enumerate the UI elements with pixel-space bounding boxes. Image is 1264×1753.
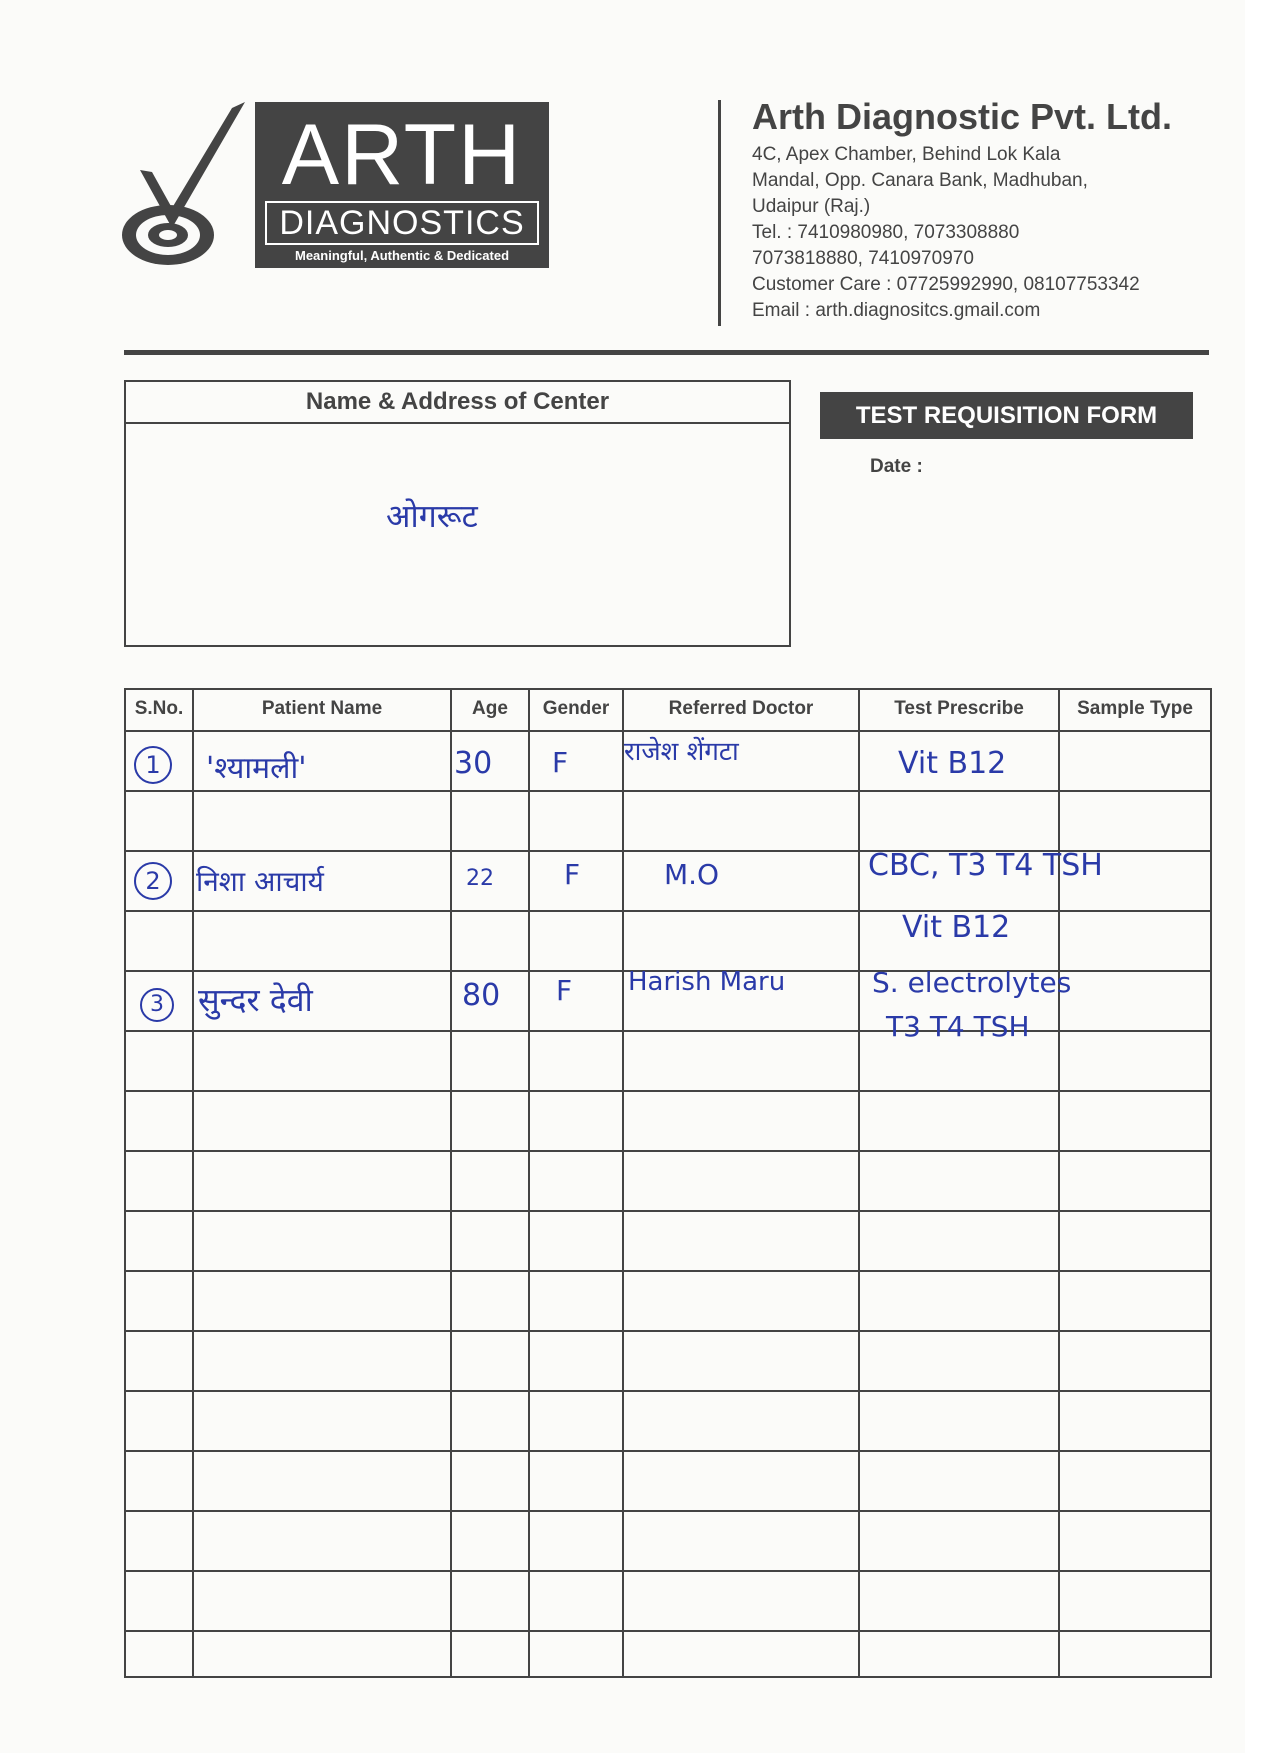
customer-care-line: Customer Care : 07725992990, 08107753342 [752,274,1140,295]
logo-tagline: Meaningful, Authentic & Dedicated [294,248,510,263]
table-row-number: 1 [134,746,172,784]
center-heading: Name & Address of Center [126,382,789,424]
logo-box [255,102,549,268]
test-cell: CBC, T3 T4 TSH [868,848,1103,883]
age-cell: 22 [466,866,494,891]
requisition-table [124,688,1212,1678]
header-gender: Gender [542,698,610,719]
header-age: Age [472,698,508,719]
address-line: Udaipur (Raj.) [752,196,871,217]
patient-name-cell: सुन्दर देवी [198,981,313,1019]
patient-name-cell: निशा आचार्य [196,865,324,898]
doctor-cell: Harish Maru [628,967,786,997]
phone-line: Tel. : 7410980980, 7073308880 [752,222,1020,243]
logo-subtitle: DIAGNOSTICS [265,201,539,245]
email-line: Email : arth.diagnositcs.gmail.com [752,300,1041,321]
header-referred-doctor: Referred Doctor [668,698,814,719]
phone-line: 7073818880, 7410970970 [752,248,974,269]
test-cell: Vit B12 [898,746,1007,781]
arth-logo-icon [120,100,250,270]
age-cell: 30 [454,746,493,781]
center-handwritten-name: ओगरूट [386,497,478,535]
address-line: Mandal, Opp. Canara Bank, Madhuban, [752,170,1088,191]
table-row-number: 3 [140,988,174,1022]
date-label: Date : [870,456,923,477]
header-sno: S.No. [134,698,184,719]
doctor-cell: M.O [664,858,720,891]
gender-cell: F [564,858,581,891]
table-row-number: 2 [134,862,172,900]
header-sample-type: Sample Type [1077,698,1193,719]
gender-cell: F [552,746,569,779]
form-title: TEST REQUISITION FORM [820,392,1193,439]
patient-name-cell: 'श्यामली' [206,751,307,786]
test-cell: S. electrolytes [872,966,1072,999]
logo-word: ARTH [281,107,523,203]
address-line: 4C, Apex Chamber, Behind Lok Kala [752,144,1061,165]
test-cell: Vit B12 [902,910,1011,945]
header-patient-name: Patient Name [261,698,383,719]
header-test-prescribe: Test Prescribe [894,698,1024,719]
center-address-box [124,380,791,647]
doctor-cell: राजेश शेंगटा [624,737,739,767]
gender-cell: F [556,974,573,1007]
test-cell: T3 T4 TSH [886,1010,1030,1043]
header-divider [718,100,721,326]
age-cell: 80 [462,978,501,1013]
header-rule [124,350,1209,355]
company-name: Arth Diagnostic Pvt. Ltd. [752,96,1173,137]
